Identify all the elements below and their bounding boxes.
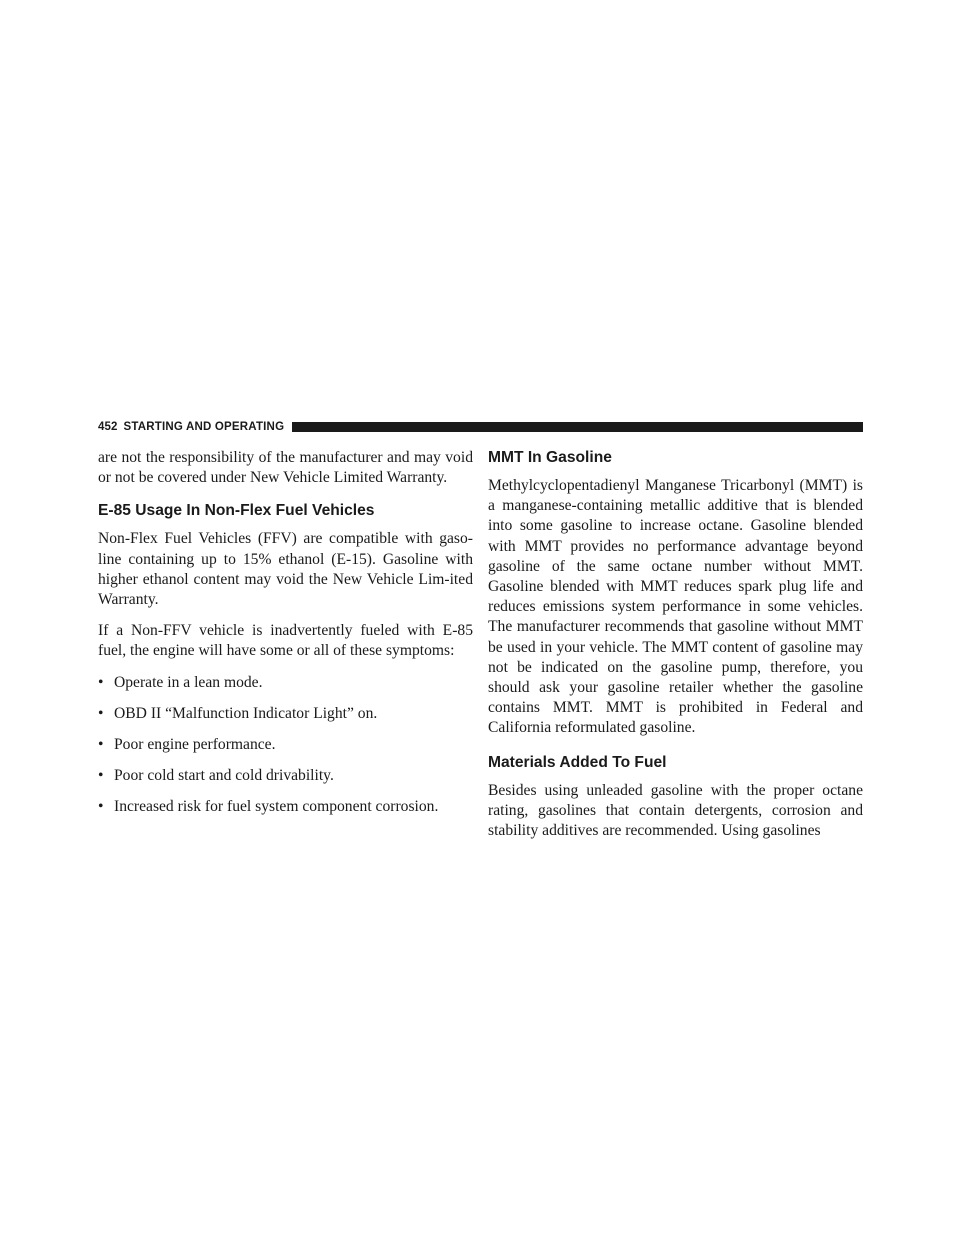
mmt-paragraph: Methylcyclopentadienyl Manganese Tricarbonyl (MMT) is a manganese-containing metallic additive that is blended into some gasoline to increase octane. Gasoline blended with MMT provides no performance advantage beyond gasoline of the same octane number without MMT. Gasoline blended with MMT reduces spark plug life and reduces emissions system performance in some vehicles. The manufacturer recommends that gasoline without MMT be used in your vehicle. The MMT content of gasoline may not be indicated on the gasoline pump, therefore, you should ask your gasoline retailer whether the gasoline contains MMT. MMT is prohibited in Federal and California reformulated gasoline.	[488, 477, 863, 737]
list-item-text: Poor cold start and cold drivability.	[114, 767, 334, 785]
bullet-icon: •	[98, 704, 104, 722]
mmt-heading: MMT In Gasoline	[488, 449, 612, 466]
list-item-text: Poor engine performance.	[114, 736, 276, 754]
list-item	[98, 797, 473, 817]
list-item-text: Increased risk for fuel system component corrosion.	[114, 798, 439, 816]
bullet-icon: •	[98, 673, 104, 691]
list-item	[98, 735, 473, 755]
intro-paragraph: are not the responsibility of the manufacturer and may void or not be covered under New Vehicle Limited Warranty.	[98, 449, 473, 487]
page-number: 452	[98, 420, 118, 433]
symptoms-intro-paragraph: If a Non-FFV vehicle is inadvertently fueled with E-85 fuel, the engine will have some or all of these symptoms:	[98, 622, 473, 660]
list-item-text: Operate in a lean mode.	[114, 673, 263, 691]
list-item	[98, 673, 473, 693]
page-header	[98, 420, 863, 433]
e85-heading: E-85 Usage In Non-Flex Fuel Vehicles	[98, 502, 375, 520]
list-item	[98, 704, 473, 724]
left-column	[98, 448, 473, 829]
right-column	[488, 448, 863, 852]
list-item-text: OBD II “Malfunction Indicator Light” on.	[114, 704, 378, 722]
ffv-compatibility-paragraph: Non-Flex Fuel Vehicles (FFV) are compatible with gaso-line containing up to 15% ethanol (E-15). Gasoline with higher ethanol content may void the New Vehicle Lim-ited Warranty.	[98, 530, 473, 609]
bullet-icon: •	[98, 736, 104, 754]
materials-paragraph: Besides using unleaded gasoline with the proper octane rating, gasolines that contain detergents, corrosion and stability additives are recommended. Using gasolines	[488, 781, 863, 840]
header-rule	[292, 422, 863, 432]
symptoms-list	[98, 673, 473, 818]
bullet-icon: •	[98, 798, 104, 816]
list-item	[98, 766, 473, 786]
materials-heading: Materials Added To Fuel	[488, 753, 667, 771]
bullet-icon: •	[98, 767, 104, 785]
section-title: STARTING AND OPERATING	[123, 420, 285, 433]
